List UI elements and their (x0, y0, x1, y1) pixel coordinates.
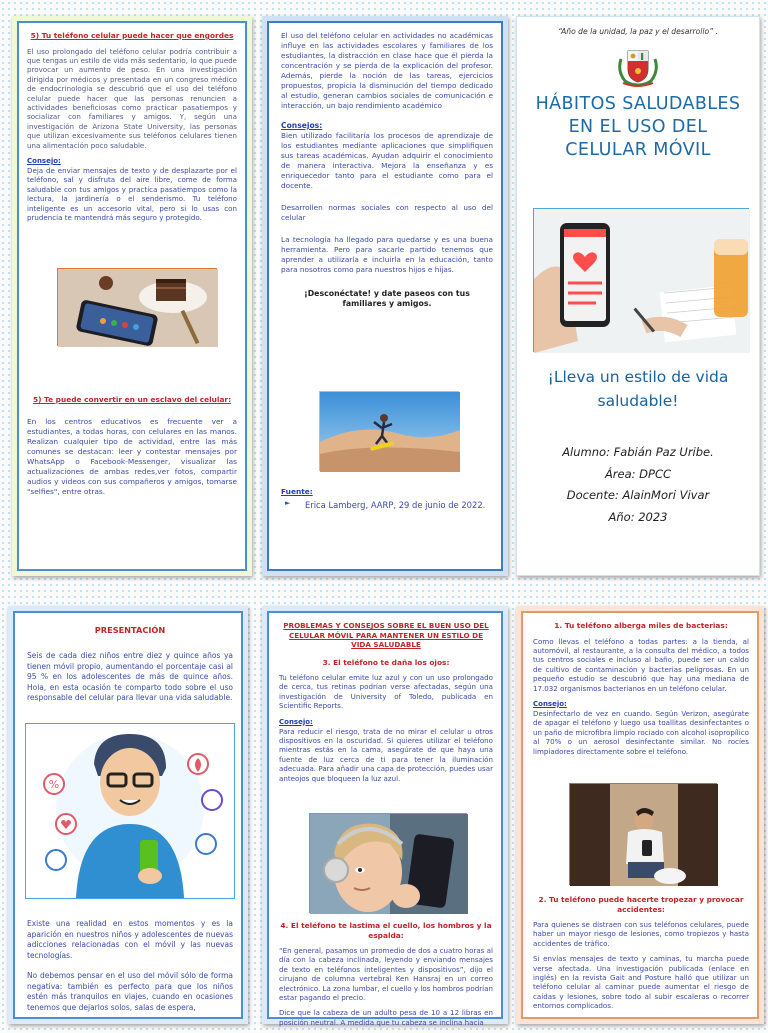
cover-quote: “Año de la unidad, la paz y el desarrollo” . (558, 27, 718, 36)
panel-academic (262, 16, 508, 576)
paragraph-academic: El uso del teléfono celular en actividades no académicas influye en las actividades escolares y familiares de los estudiantes, la distracción en clase hace que él pierda la concentración y se pierda de la explicación del profesor. Además, pierde la noción de las tareas, ejercicios propuestos, propicia la disminución del tiempo dedicado al estudio, generan cambios sociales de comunicación e interacción, un bajo rendimiento académico (281, 31, 493, 110)
consejos-text: Bien utilizado facilitaría los procesos de aprendizaje de los estudiantes mediante aplicaciones que simplifiquen sus tareas académicas. Ayudan adquirir el conocimiento de manera interactiva. Mejora la enseñanza y es enriquecedor tanto para el estudiante como para el docente. (281, 131, 493, 190)
positive-use-paragraph: No debemos pensar en el uso del móvil sólo de forma negativa: también es perfecto para que los niños estén más tranquilos en viajes, cuando en ocasiones tenemos que dejarlos solos, salas de espera, (27, 971, 233, 1012)
heading-slave: 5) Te puede convertir en un esclavo del celular: (32, 395, 232, 404)
bacteria-paragraph: Como llevas el teléfono a todas partes: a la tienda, al automóvil, al restaurante, a la consulta del médico, a todos tus centros sociales e incluso al baño, puede ser un caldo de cultivo de contaminación y bacterias peligrosas. En un pequeño estudio se descubrió que hay una mediana de 17.032 organismos bacterianos en un teléfono celular. (533, 636, 749, 693)
svg-text:%: % (48, 778, 60, 791)
walking-paragraph: Si envías mensajes de texto y caminas, tu marcha puede verse afectada. Una investigación publicada (enlace en inglés) en la revista Gait and Posture halló que utilizar un teléfono celular al caminar puede aumentar el riesgo de caídas y lesiones, sobre todo al subir escaleras o recorrer entornos complicados. (533, 954, 749, 1011)
accidents-paragraph: Para quienes se distraen con sus teléfonos celulares, puede haber un mayor riesgo de lesiones, como tropiezos y hasta accidentes de tráfico. (533, 920, 749, 948)
fuente-text: Erica Lamberg, AARP, 29 de junio de 2022. (305, 500, 486, 510)
heading-eyes: 3. El teléfono te daña los ojos: (322, 657, 450, 667)
teacher-name: Docente: AlainMori Vivar (566, 488, 710, 502)
photo-phone-and-cake (57, 268, 217, 346)
presentation-paragraph: Seis de cada diez niños entre diez y quince años ya tienen móvil propio, aumentando el porcentaje casi al 95 % en los adolescentes de más de quince años. Hola, en esta ocasión te comparto todo sobre el uso responsable del celular para llevar una vida saludable. (27, 651, 233, 702)
shield-icon (615, 47, 661, 87)
cover-title: HÁBITOS SALUDABLES EN EL USO DEL CELULAR MÓVIL (535, 94, 741, 160)
disconnect-exclamation: ¡Desconéctate! y date paseos con tus familiares y amigos. (304, 289, 470, 308)
man-phone-illustration (570, 784, 718, 886)
illustration-social-media (25, 723, 235, 899)
eyes-consejo-text: Para reducir el riesgo, trata de no mirar el celular u otros dispositivos en la oscuridad. Si quieres utilizar el teléfono mientras estás en la cama, asegúrate de que haya una fuente de luz cerca de ti para tener la iluminación adecuada. Para añadir una capa de protección, puedes usar anteojos que bloqueen la luz azul. (279, 726, 493, 783)
area-label: Área: DPCC (604, 467, 672, 481)
consejo-label: Consejo: (279, 717, 313, 726)
problems-heading: PROBLEMAS Y CONSEJOS SOBRE EL BUEN USO DEL CELULAR MÓVIL PARA MANTENER UN ESTILO DE VIDA SALUDABLE (283, 621, 489, 649)
photo-sandboarding (319, 391, 459, 471)
phone-cake-illustration (58, 269, 218, 347)
paragraph-norms: Desarrollen normas sociales con respecto al uso del celular (281, 203, 493, 222)
reality-paragraph: Existe una realidad en estos momentos y es la aparición en nuestros niños y adolescentes de nuevas adicciones relacionadas con el móvil y las nuevas tecnologías. (27, 919, 233, 960)
consejos-label: Consejos: (281, 121, 323, 130)
panel-frame (13, 611, 243, 1019)
peru-shield-logo (615, 47, 661, 87)
paragraph-slave: En los centros educativos es frecuente ver a estudiantes, a todas horas, con celulares en las manos. Realizan cualquier tipo de actividad, entre las más comunes se destacan: leer y contestar mensajes por WhatsApp o Facebook-Messenger, visualizar las actualizaciones de ambas redes,ver fotos, compartir audios y videos con sus compañeros y amigos, tomarse "selfies", entre otras. (27, 416, 237, 496)
eyes-paragraph: Tu teléfono celular emite luz azul y con un uso prolongado de cerca, tus retinas podrían verse afectadas, según una investigación de University of Toledo, publicada en Scientific Reports. (279, 673, 493, 711)
panel-bacteria (516, 606, 764, 1024)
heading-gain-weight: 5) Tu teléfono celular puede hacer que engordes (30, 31, 234, 40)
fuente-label: Fuente: (281, 487, 313, 496)
fuente-item (281, 499, 493, 517)
photo-girl-with-phone (309, 813, 467, 913)
consejo-text: Deja de enviar mensajes de texto y de desplazarte por el teléfono, sal y disfruta del aire libre, come de forma saludable con tus amigos y practica pasatiempos como la lectura, la jardinería o el senderismo. Tu teléfono inteligente es un accesorio vital, pero si lo usas con prudencia te mantendrá más seguro y protegido. (27, 165, 237, 222)
head-weight-paragraph: Dice que la cabeza de un adulto pesa de 10 a 12 libras en posición neutral. A medida que tu cabeza se inclina hacia (279, 1008, 493, 1027)
photo-man-on-toilet (569, 783, 717, 885)
consejo-label: Consejo: (533, 699, 567, 708)
paragraph-technology: La tecnología ha llegado para quedarse y es una buena herramienta. Pero para sacarle partido tenemos que aprender a utilizarla e incluirla en la educación, tanto para nosotros como para nuestros hijos e hijas. (281, 235, 493, 274)
consejo-label: Consejo: (27, 156, 61, 165)
presentation-heading: PRESENTACIÓN (94, 625, 166, 635)
student-name: Alumno: Fabián Paz Uribe. (562, 445, 714, 459)
year-label: Año: 2023 (608, 510, 668, 524)
neck-paragraph: “En general, pasamos un promedio de dos a cuatro horas al día con la cabeza inclinada, leyendo y enviando mensajes de texto en teléfonos inteligentes y dispositivos”, dijo el cirujano de columna vertebral Ken Hansraj en un correo electrónico. La zona lumbar, el cuello y los hombros podrían estar pagando el precio. (279, 946, 493, 1003)
panel-cover (516, 16, 760, 576)
girl-phone-illustration (310, 814, 468, 914)
panel-problems (262, 606, 508, 1027)
panel-presentation (8, 606, 248, 1024)
social-media-illustration (26, 724, 234, 898)
cover-slogan: ¡Lleva un estilo de vida saludable! (547, 368, 729, 410)
panel-frame (17, 21, 247, 571)
panel-frame (521, 611, 759, 1019)
bullet-arrow-icon: ► (285, 499, 291, 507)
heading-neck: 4. El teléfono te lastima el cuello, los hombros y la espalda: (280, 921, 492, 940)
paragraph-weight: El uso prolongado del teléfono celular podría contribuir a que tengas un estilo de vida más sedentario, lo que puede provocar un aumento de peso. En una investigación dirigida por médicos y presentada en un congreso médico de endocrinología se descubrió que el uso del teléfono celular puede hacer que las personas renuncien a actividades beneficiosas como practicar pasatiempos y socializar con familiares y amigos. Y, según una investigación de Arizona State University, las personas que utilizan excesivamente sus teléfonos celulares tienen una alimentación poco saludable. (27, 46, 237, 150)
sandboarding-illustration (320, 392, 460, 472)
heading-accidents: 2. Tu teléfono puede hacerte tropezar y provocar accidentes: (538, 895, 744, 914)
health-app-illustration (534, 209, 750, 353)
panel-frame (267, 21, 503, 571)
photo-health-app (533, 208, 749, 352)
panel-frame (267, 611, 503, 1027)
heading-bacteria: 1. Tu teléfono alberga miles de bacterias: (554, 621, 728, 630)
panel-weight-gain (12, 16, 252, 576)
bacteria-consejo-text: Desinfectarlo de vez en cuando. Según Verizon, asegúrate de apagar el teléfono y luego usa toallitas desinfectantes o un paño de microfibra limpio rociado con alcohol isopropílico al 70% o un aerosol desinfectante similar. No rocíes limpiadores directamente sobre el teléfono. (533, 708, 749, 756)
